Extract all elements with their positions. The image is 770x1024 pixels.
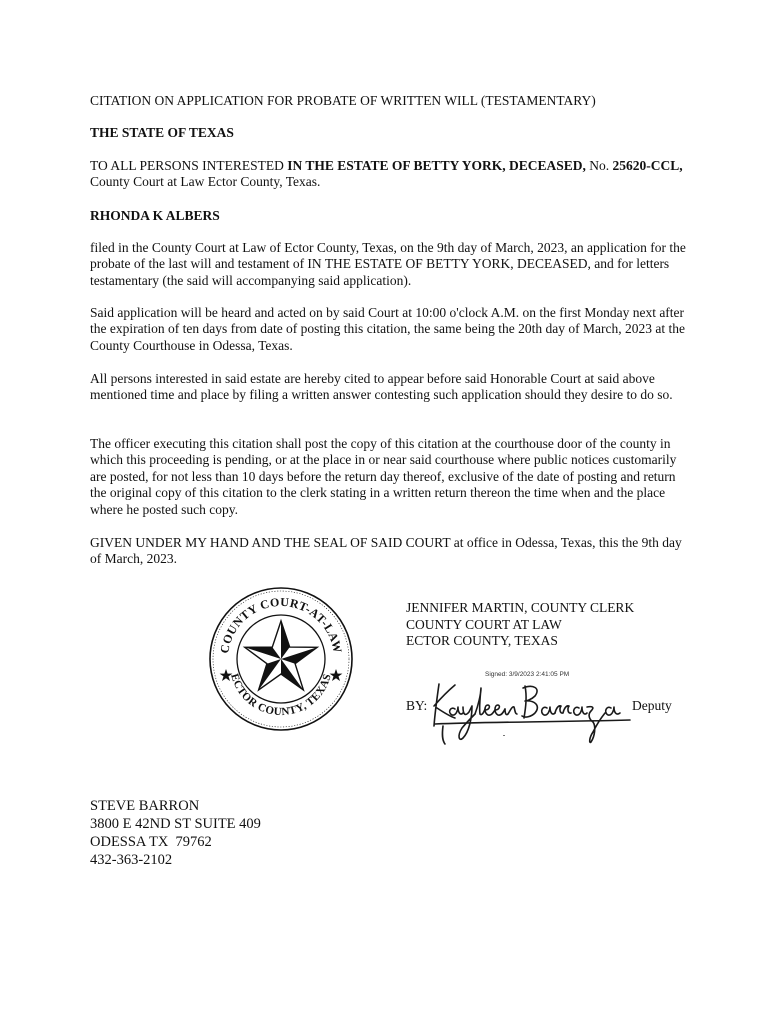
clerk-court: COUNTY COURT AT LAW [406, 616, 562, 632]
state-heading: THE STATE OF TEXAS [90, 125, 234, 140]
signed-timestamp: Signed: 3/9/2023 2:41:05 PM [485, 671, 570, 678]
filing-paragraph: filed in the County Court at Law of Ector County, Texas, on the 9th day of March, 2023, an application for the probate of the last will and testament of IN THE ESTATE OF BETTY YORK, DECEASED, and for letters testamentary (the said will accompanying said application). [90, 240, 686, 288]
recipient-address [90, 797, 261, 869]
by-label: BY: [406, 698, 428, 713]
citation-paragraph: All persons interested in said estate are hereby cited to appear before said Honorable Court at said above mentioned time and place by filing a written answer contesting such application should they desire to do so. [90, 371, 673, 403]
officer-instructions-paragraph: The officer executing this citation shall post the copy of this citation at the courthouse door of the county in which this proceeding is pending, or at the place in or near said courthouse where public notices customarily are posted, for not less than 10 days before the return day thereof, exclusive of the date of posting and return the original copy of this citation to the clerk stating in a written return thereon the time when and the place where he posted such copy. [90, 436, 677, 517]
addressee-prefix: TO ALL PERSONS INTERESTED [90, 158, 288, 173]
recipient-street: 3800 E 42ND ST SUITE 409 [90, 816, 261, 832]
document-heading: CITATION ON APPLICATION FOR PROBATE OF WRITTEN WILL (TESTAMENTARY) [90, 93, 596, 108]
case-number-label: No. [585, 158, 613, 173]
recipient-city-zip: ODESSA TX 79762 [90, 834, 212, 850]
clerk-name: JENNIFER MARTIN, COUNTY CLERK [406, 600, 635, 615]
deputy-label: Deputy [632, 698, 672, 713]
signature-dot [503, 735, 505, 736]
seal-top-text: COUNTY COURT-AT-LAW [217, 594, 345, 655]
deputy-signature [425, 676, 633, 746]
case-number: 25620-CCL, [612, 158, 683, 173]
texas-star-icon [245, 621, 317, 690]
addressee-paragraph [90, 158, 690, 191]
clerk-block [406, 600, 706, 650]
hearing-paragraph: Said application will be heard and acted on by said Court at 10:00 o'clock A.M. on the first Monday next after the expiration of ten days from date of posting this citation, the same being the 20th day of March, 2023 at the County Courthouse in Odessa, Texas. [90, 305, 685, 353]
estate-name: IN THE ESTATE OF BETTY YORK, DECEASED, [287, 158, 586, 173]
seal-bottom-text: ECTOR COUNTY, TEXAS [228, 672, 334, 719]
recipient-phone: 432-363-2102 [90, 852, 173, 868]
recipient-name: STEVE BARRON [90, 798, 200, 814]
given-under-paragraph: GIVEN UNDER MY HAND AND THE SEAL OF SAID COURT at office in Odessa, Texas, this the 9th day of March, 2023. [90, 535, 682, 567]
applicant-name: RHONDA K ALBERS [90, 208, 220, 223]
court-name: County Court at Law Ector County, Texas. [90, 174, 321, 190]
svg-text:ECTOR COUNTY, TEXAS [228, 672, 334, 718]
county-court-seal [208, 586, 354, 732]
clerk-county: ECTOR COUNTY, TEXAS [406, 633, 558, 648]
